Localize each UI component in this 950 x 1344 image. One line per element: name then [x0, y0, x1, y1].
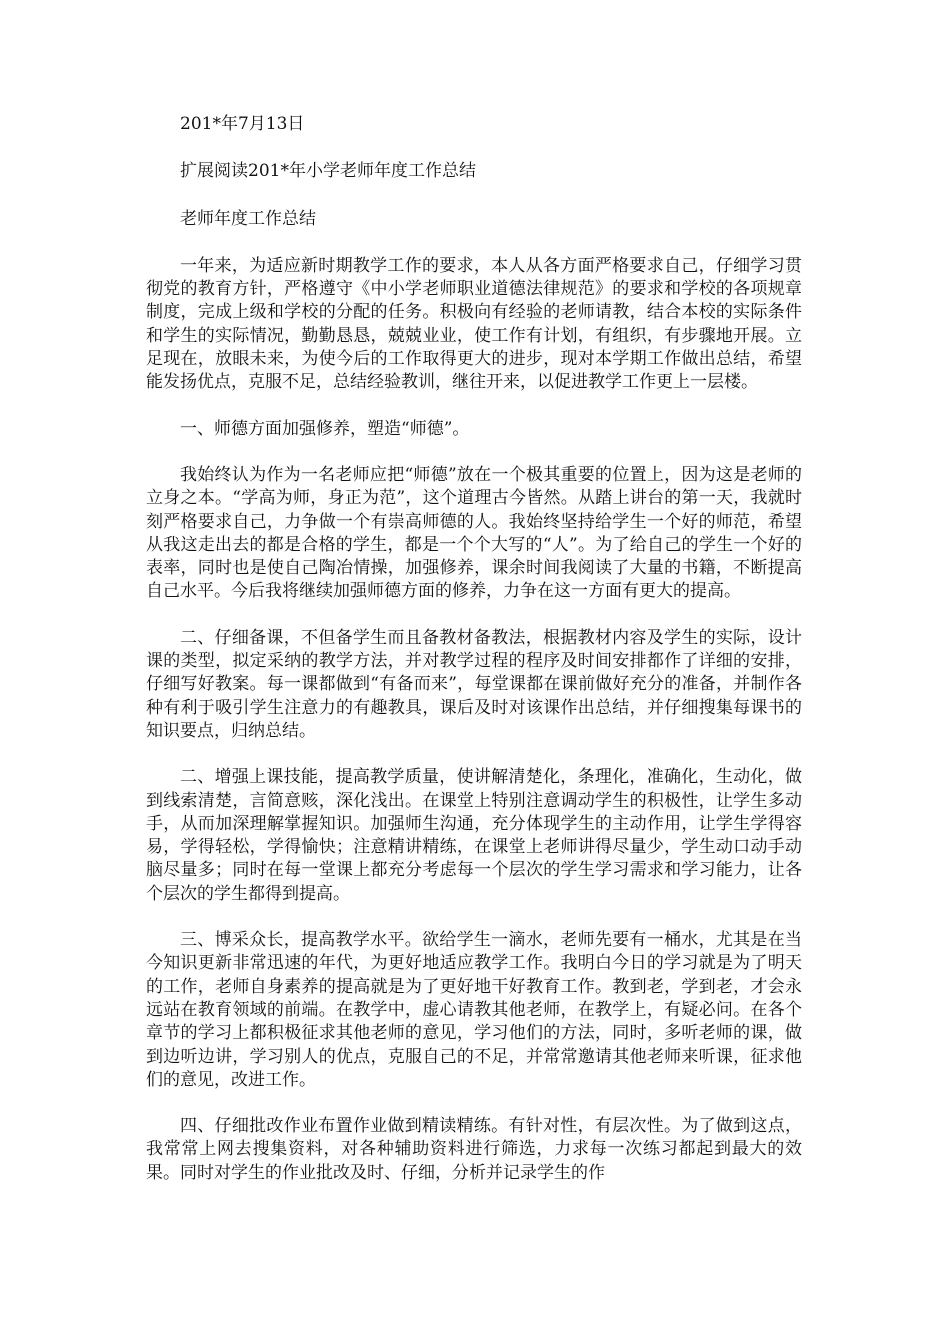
document-title: 老师年度工作总结: [180, 208, 316, 229]
homework-paragraph: 四、仔细批改作业布置作业做到精读精练。有针对性，有层次性。为了做到这点，我常常上网去搜集资料，对各种辅助资料进行筛选，力求每一次练习都起到最大的效果。同时对学生的作业批改及时、仔细，分析并记录学生的作: [146, 1116, 802, 1183]
learning-paragraph: 三、博采众长，提高教学水平。欲给学生一滴水，老师先要有一桶水，尤其是在当今知识更新非常迅速的年代，为更好地适应教学工作。我明白今日的学习就是为了明天的工作，老师自身素养的提高就是为了更好地干好教育工作。教到老，学到老，才会永远站在教育领域的前端。在教学中，虚心请教其他老师，在教学上，有疑必问。在各个章节的学习上都积极征求其他老师的意见，学习他们的方法，同时，多听老师的课，做到边听边讲，学习别人的优点，克服自己的不足，并常常邀请其他老师来听课，征求他们的意见，改进工作。: [146, 930, 802, 1090]
document-body: [146, 113, 802, 1185]
intro-paragraph: 一年来，为适应新时期教学工作的要求，本人从各方面严格要求自己，仔细学习贯彻党的教育方针，严格遵守《中小学老师职业道德法律规范》的要求和学校的各项规章制度，完成上级和学校的分配的任务。积极向有经验的老师请教，结合本校的实际条件和学生的实际情况，勤勤恳恳，兢兢业业，使工作有计划，有组织，有步骤地开展。立足现在，放眼未来，为使今后的工作取得更大的进步，现对本学期工作做出总结，希望能发扬优点，克服不足，总结经验教训，继往开来，以促进教学工作更上一层楼。: [146, 255, 802, 393]
teaching-skills-paragraph: 二、增强上课技能，提高教学质量，使讲解清楚化，条理化，准确化，生动化，做到线索清楚，言简意赅，深化浅出。在课堂上特别注意调动学生的积极性，让学生多动手，从而加深理解掌握知识。加强师生沟通，充分体现学生的主动作用，让学生学得容易，学得轻松，学得愉快；注意精讲精练，在课堂上老师讲得尽量少，学生动口动手动脑尽量多；同时在每一堂课上都充分考虑每一个层次的学生学习需求和学习能力，让各个层次的学生都得到提高。: [146, 767, 802, 904]
extended-reading-title: 扩展阅读201*年小学老师年度工作总结: [180, 161, 476, 182]
lesson-prep-paragraph: 二、仔细备课，不但备学生而且备教材备教法，根据教材内容及学生的实际，设计课的类型，拟定采纳的教学方法，并对教学过程的程序及时间安排都作了详细的安排，仔细写好教案。每一课都做到“有备而来”，每堂课都在课前做好充分的准备，并制作各种有利于吸引学生注意力的有趣教具，课后及时对该课作出总结，并仔细搜集每课书的知识要点，归纳总结。: [146, 627, 802, 741]
section-heading-ethics: 一、师德方面加强修养，塑造“师德”。: [180, 418, 470, 439]
document-date: 201*年7月13日: [180, 114, 305, 134]
ethics-paragraph: 我始终认为作为一名老师应把“师德”放在一个极其重要的位置上，因为这是老师的立身之本。“学高为师，身正为范”，这个道理古今皆然。从踏上讲台的第一天，我就时刻严格要求自己，力争做一个有崇高师德的人。我始终坚持给学生一个好的师范，希望从我这走出去的都是合格的学生，都是一个个大写的“人”。为了给自己的学生一个好的表率，同时也是使自己陶冶情操，加强修养，课余时间我阅读了大量的书籍，不断提高自己水平。今后我将继续加强师德方面的修养，力争在这一方面有更大的提高。: [146, 464, 802, 602]
